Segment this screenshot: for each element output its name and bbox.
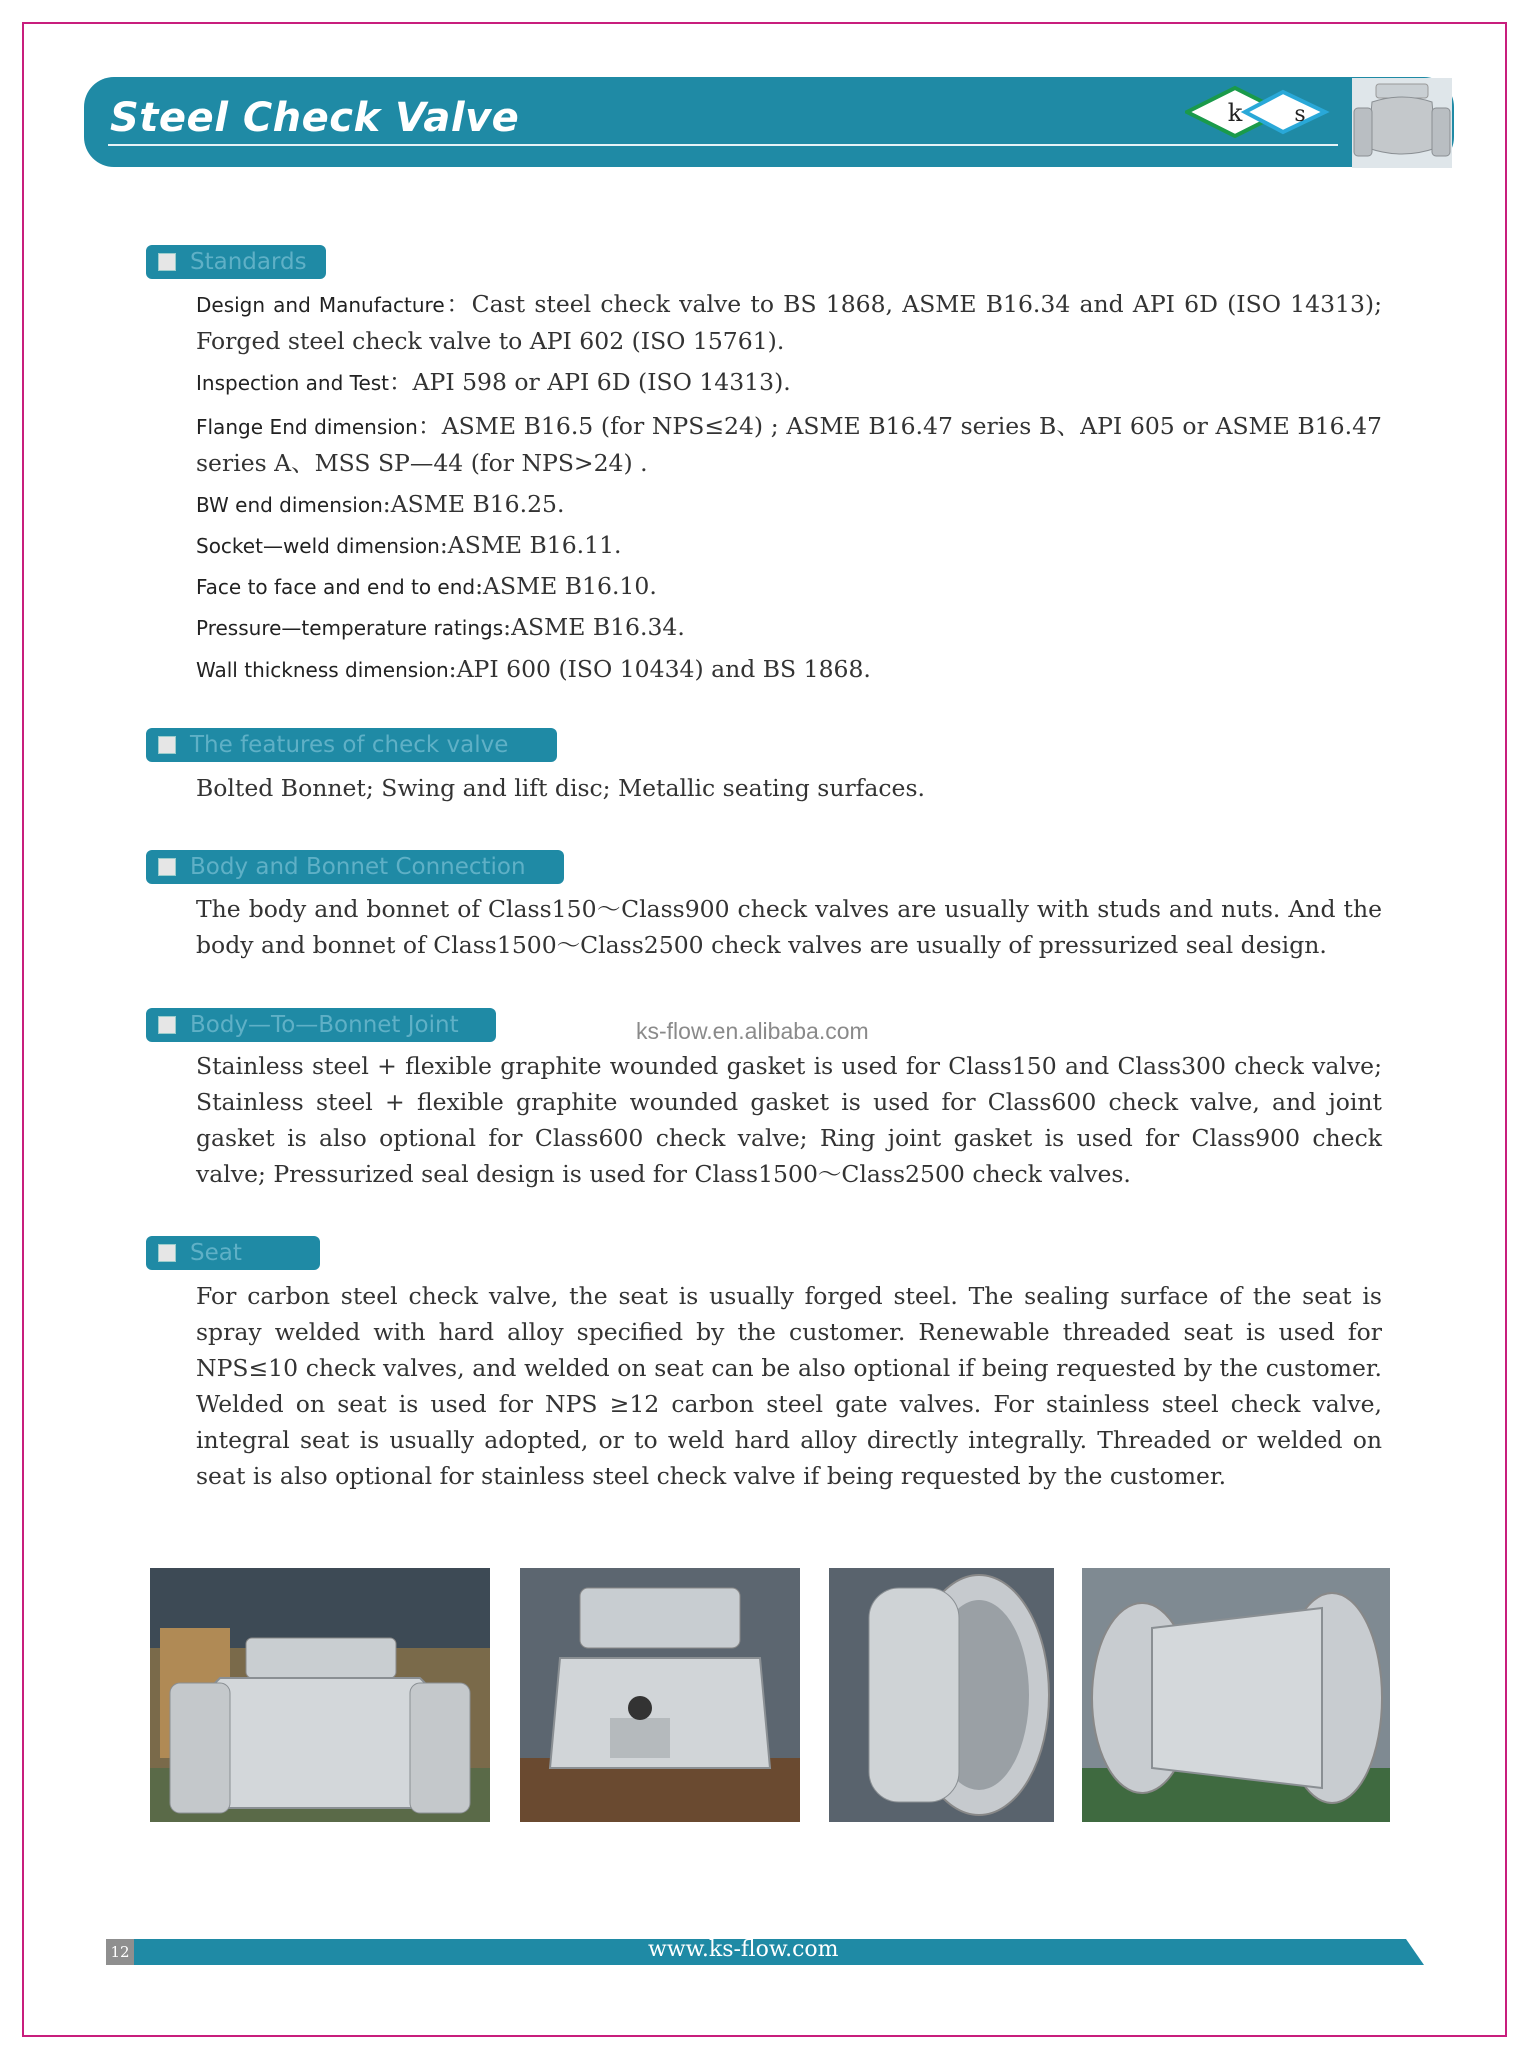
body-bonnet-text: The body and bonnet of Class150～Class900 check valves are usually with studs and nuts. And the body and bonnet of Class1500～Class2500 check valves are usually of pressurized seal design.	[196, 895, 1382, 959]
standard-separator: :	[439, 531, 448, 559]
banner-divider	[108, 144, 1338, 146]
section-title: Body—To—Bonnet Joint	[190, 1012, 459, 1038]
standard-item-pressure	[196, 609, 1382, 646]
page-title: Steel Check Valve	[110, 95, 520, 141]
standard-label: BW end dimension	[196, 493, 383, 517]
standard-separator: ：	[417, 412, 442, 440]
standard-label: Inspection and Test	[196, 371, 390, 395]
joint-text: Stainless steel + flexible graphite wounded gasket is used for Class150 and Class300 check valve; Stainless steel + flexible graphite wounded gasket is used for Class600 check valve, and joint gasket is also optional for Class600 check valve; Ring joint gasket is used for Class900 check valve; Pressurized seal design is used for Class1500～Class2500 check valves.	[196, 1052, 1382, 1188]
standard-separator: :	[475, 572, 484, 600]
standard-label: Design and Manufacture	[196, 293, 445, 317]
standard-item-bw	[196, 486, 1382, 523]
section-header-joint	[146, 1008, 496, 1042]
standard-text: API 598 or API 6D (ISO 14313).	[412, 368, 791, 396]
section-bullet-icon	[158, 858, 176, 876]
standard-separator: :	[503, 613, 512, 641]
watermark: ks-flow.en.alibaba.com	[636, 1018, 869, 1044]
standard-text: API 600 (ISO 10434) and BS 1868.	[456, 655, 871, 683]
standard-label: Socket—weld dimension	[196, 534, 440, 558]
standard-label: Pressure—temperature ratings	[196, 616, 504, 640]
standard-separator: ：	[389, 368, 413, 396]
standard-label: Wall thickness dimension	[196, 658, 449, 682]
standard-item-face	[196, 568, 1382, 605]
standard-item-inspection	[196, 364, 1382, 401]
seat-text: For carbon steel check valve, the seat is usually forged steel. The sealing surface of the seat is spray welded with hard alloy specified by the customer. Renewable threaded seat is used for NPS≤10 check valves, and welded on seat can be also optional if being requested by the customer. Welded on seat is used for NPS ≥12 carbon steel gate valves. For stainless steel check valve, integral seat is usually adopted, or to weld hard alloy directly integrally. Threaded or welded on seat is also optional for stainless steel check valve if being requested by the customer.	[196, 1282, 1382, 1490]
valve-photo-2	[520, 1568, 800, 1822]
standard-item-socket	[196, 527, 1382, 564]
standard-text: Cast steel check valve to BS 1868, ASME B16.34 and API 6D (ISO 14313); Forged steel check valve to API 602 (ISO 15761).	[196, 290, 1383, 355]
standard-separator: :	[448, 655, 457, 683]
valve-photo-4	[1082, 1568, 1390, 1822]
standard-label: Face to face and end to end	[196, 575, 476, 599]
footer-url: www.ks-flow.com	[648, 1937, 839, 1962]
logo-letter-s: s	[1294, 102, 1306, 127]
section-bullet-icon	[158, 736, 176, 754]
section-header-seat	[146, 1236, 320, 1270]
standard-label: Flange End dimension	[196, 415, 418, 439]
valve-photo-1	[150, 1568, 490, 1822]
section-bullet-icon	[158, 1244, 176, 1262]
valve-thumbnail-icon	[1352, 78, 1452, 168]
section-bullet-icon	[158, 1016, 176, 1034]
section-title: Standards	[190, 249, 307, 275]
standard-item-flange	[196, 408, 1382, 481]
standard-text: ASME B16.34.	[511, 613, 685, 641]
standard-text: ASME B16.11.	[447, 531, 622, 559]
standard-text: ASME B16.5 (for NPS≤24) ; ASME B16.47 series B、API 605 or ASME B16.47 series A、MSS SP—44 (for NPS>24) .	[196, 412, 1383, 477]
logo-letter-k: k	[1227, 99, 1243, 127]
standard-text: ASME B16.10.	[483, 572, 657, 600]
standard-separator: :	[382, 490, 391, 518]
page-number: 12	[106, 1939, 134, 1965]
standard-separator: ：	[444, 290, 472, 318]
standard-item-wall	[196, 651, 1382, 688]
features-text: Bolted Bonnet; Swing and lift disc; Metallic seating surfaces.	[196, 774, 925, 802]
section-header-standards	[146, 245, 326, 279]
section-title: The features of check valve	[190, 732, 509, 758]
section-title: Seat	[190, 1240, 242, 1266]
section-bullet-icon	[158, 253, 176, 271]
section-header-features	[146, 728, 557, 762]
section-title: Body and Bonnet Connection	[190, 854, 526, 880]
valve-photo-3	[829, 1568, 1054, 1822]
standard-item-design	[196, 286, 1382, 359]
standard-text: ASME B16.25.	[390, 490, 565, 518]
ks-logo	[1185, 84, 1335, 140]
section-header-body-bonnet	[146, 850, 564, 884]
